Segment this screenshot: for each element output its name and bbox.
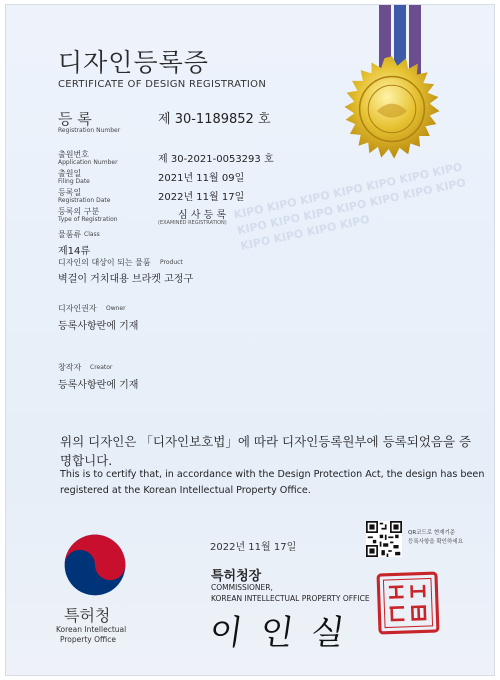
owner-label-en: Owner <box>106 305 126 312</box>
certification-statement-ko: 위의 디자인은 「디자인보호법」에 따라 디자인등록원부에 등록되었음을 증명합니다. <box>60 434 472 468</box>
issuer-title-en-line1: COMMISSIONER, <box>211 583 273 592</box>
qr-code-icon[interactable] <box>366 521 402 557</box>
application-number-value: 제 30-2021-0053293 호 <box>158 154 274 165</box>
registration-date-label-en: Registration Date <box>58 197 111 204</box>
page-subtitle: CERTIFICATE OF DESIGN REGISTRATION <box>58 79 267 90</box>
product-value: 벽걸이 거치대용 브라켓 고정구 <box>58 274 194 285</box>
issue-date: 2022년 11월 17일 <box>210 542 297 553</box>
issuer-title-en-line2: KOREAN INTELLECTUAL PROPERTY OFFICE <box>211 594 370 603</box>
registration-label: 등 록 <box>58 110 92 128</box>
kipo-logo-en-line1: Korean Intellectual <box>56 625 127 634</box>
registration-date-label: 등록일 <box>58 188 82 197</box>
filing-date-value: 2021년 11월 09일 <box>158 173 245 184</box>
creator-label: 창작자 <box>58 363 82 372</box>
kipo-logo-en-line2: Property Office <box>60 635 117 644</box>
commissioner-signature: 이인실 <box>206 613 365 653</box>
registration-type-value: 심 사 등 록 <box>178 210 227 221</box>
registration-type-label: 등록의 구분 <box>58 207 100 216</box>
kipo-logo-name: 특허청 <box>64 606 111 625</box>
certification-statement-en: This is to certify that, in accordance with the Design Protection Act, the design has been registered at the Korean Intellectual Property Office. <box>60 469 485 496</box>
creator-value: 등록사항란에 기재 <box>58 380 139 391</box>
owner-label: 디자인권자 <box>58 304 97 313</box>
registration-label-en: Registration Number <box>58 127 121 134</box>
taegeuk-logo-icon <box>62 532 128 598</box>
application-number-label-en: Application Number <box>58 159 118 166</box>
filing-date-label: 출원일 <box>58 169 82 178</box>
class-value: 제14류 <box>58 246 91 257</box>
class-label: 물품류 <box>58 230 82 239</box>
application-number-label: 출원번호 <box>58 150 89 159</box>
product-label: 디자인의 대상이 되는 물품 <box>58 258 151 267</box>
registration-date-value: 2022년 11월 17일 <box>158 192 245 203</box>
creator-label-en: Creator <box>90 364 113 371</box>
issuer-title: 특허청장 <box>211 569 262 584</box>
product-label-en: Product <box>160 259 183 266</box>
registration-type-value-en: (EXAMINED REGISTRATION) <box>158 220 227 226</box>
registration-number: 제 30-1189852 호 <box>158 112 271 127</box>
owner-value: 등록사항란에 기재 <box>58 321 139 332</box>
filing-date-label-en: Filing Date <box>58 178 90 185</box>
class-label-en: Class <box>84 231 100 238</box>
page-title: 디자인등록증 <box>58 48 209 77</box>
qr-note-line1: QR코드로 현재기준 <box>408 530 456 536</box>
official-red-stamp <box>376 571 440 635</box>
gold-seal-icon <box>338 55 446 163</box>
qr-note-line2: 등록사항을 확인하세요 <box>408 539 463 545</box>
registration-type-label-en: Type of Registration <box>58 216 118 223</box>
kipo-watermark: KIPO KIPO KIPO KIPO KIPO KIPO KIPO KIPO KIPO KIPO KIPO KIPO KIPO KIPO KIPO KIPO KIPO KIPO <box>232 160 467 253</box>
